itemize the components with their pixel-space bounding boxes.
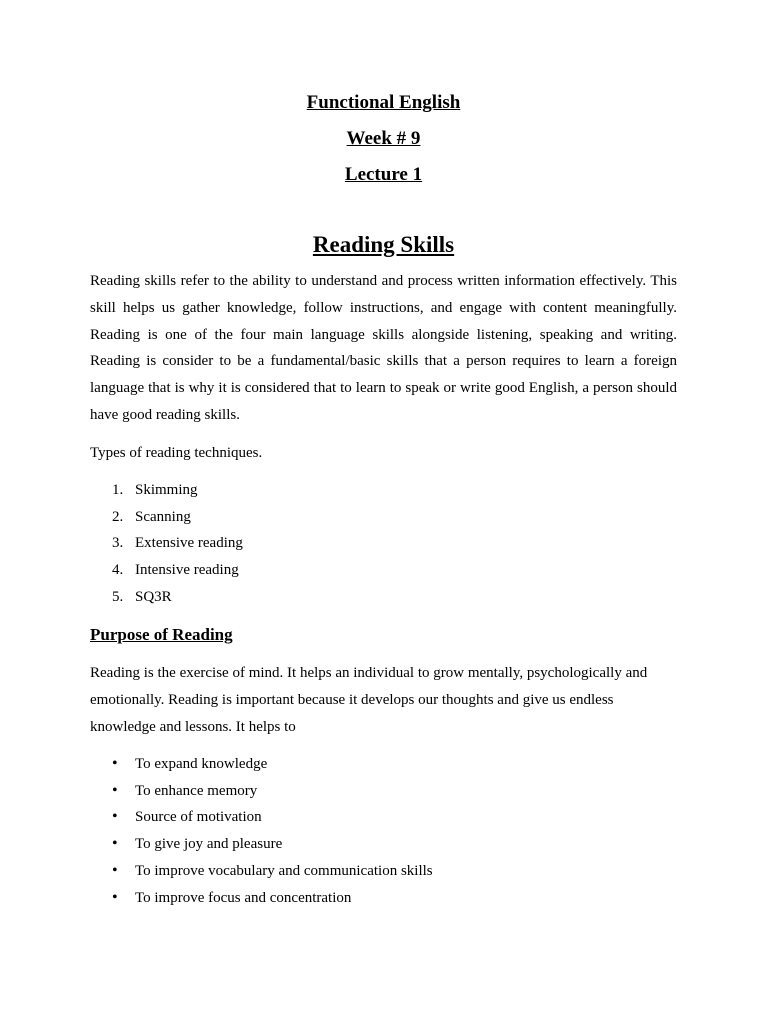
week-title: Week # 9 xyxy=(346,128,421,149)
list-number: 1. xyxy=(112,481,124,498)
list-number: 3. xyxy=(112,535,124,552)
intro-paragraph: Reading skills refer to the ability to understand and process written information effectively. This skill helps us gather knowledge, follow instructions, and engage with content meaningfully. Reading is one of the four main language skills alongside listening, speaking and writing. Reading is consider to be a fundamental/basic skills that a person requires to learn a foreign language that is why it is considered that to learn to speak or write good English, a person should have good reading skills. xyxy=(90,273,677,423)
list-number: 2. xyxy=(112,508,124,525)
course-title: Functional English xyxy=(306,92,461,113)
list-item-label: To enhance memory xyxy=(135,782,258,799)
purpose-heading: Purpose of Reading xyxy=(90,624,233,644)
types-heading: Types of reading techniques. xyxy=(90,444,263,461)
list-item xyxy=(90,751,677,778)
helps-list xyxy=(90,751,677,912)
page-title: Reading Skills xyxy=(312,232,455,257)
bullet-icon: • xyxy=(112,808,118,826)
list-item xyxy=(90,557,677,584)
bullet-icon: • xyxy=(112,861,118,879)
techniques-list xyxy=(90,477,677,611)
list-item xyxy=(90,858,677,885)
lecture-title: Lecture 1 xyxy=(344,164,423,185)
purpose-paragraph: Reading is the exercise of mind. It helps an individual to grow mentally, psychologically and emotionally. Reading is important because it develops our thoughts and give us endless knowledge and lessons. It helps to xyxy=(90,664,648,735)
list-item xyxy=(90,804,677,831)
bullet-icon: • xyxy=(112,888,118,906)
list-item-label: Intensive reading xyxy=(135,562,239,579)
list-item xyxy=(90,477,677,504)
list-item-label: Source of motivation xyxy=(135,809,262,826)
list-item-label: To expand knowledge xyxy=(135,755,268,772)
list-item-label: SQ3R xyxy=(135,588,172,605)
list-item xyxy=(90,831,677,858)
list-item xyxy=(90,504,677,531)
bullet-icon: • xyxy=(112,781,118,799)
list-item-label: Extensive reading xyxy=(135,535,243,552)
list-number: 4. xyxy=(112,562,124,579)
list-item xyxy=(90,584,677,611)
list-item-label: To improve vocabulary and communication skills xyxy=(135,862,433,879)
bullet-icon: • xyxy=(112,835,118,853)
list-item xyxy=(90,778,677,805)
list-item-label: To improve focus and concentration xyxy=(135,889,352,906)
list-item-label: To give joy and pleasure xyxy=(135,836,283,853)
list-item xyxy=(90,885,677,912)
list-item-label: Skimming xyxy=(135,481,198,498)
list-number: 5. xyxy=(112,588,124,605)
list-item xyxy=(90,530,677,557)
bullet-icon: • xyxy=(112,754,118,772)
document-page xyxy=(90,91,677,912)
list-item-label: Scanning xyxy=(135,508,191,525)
